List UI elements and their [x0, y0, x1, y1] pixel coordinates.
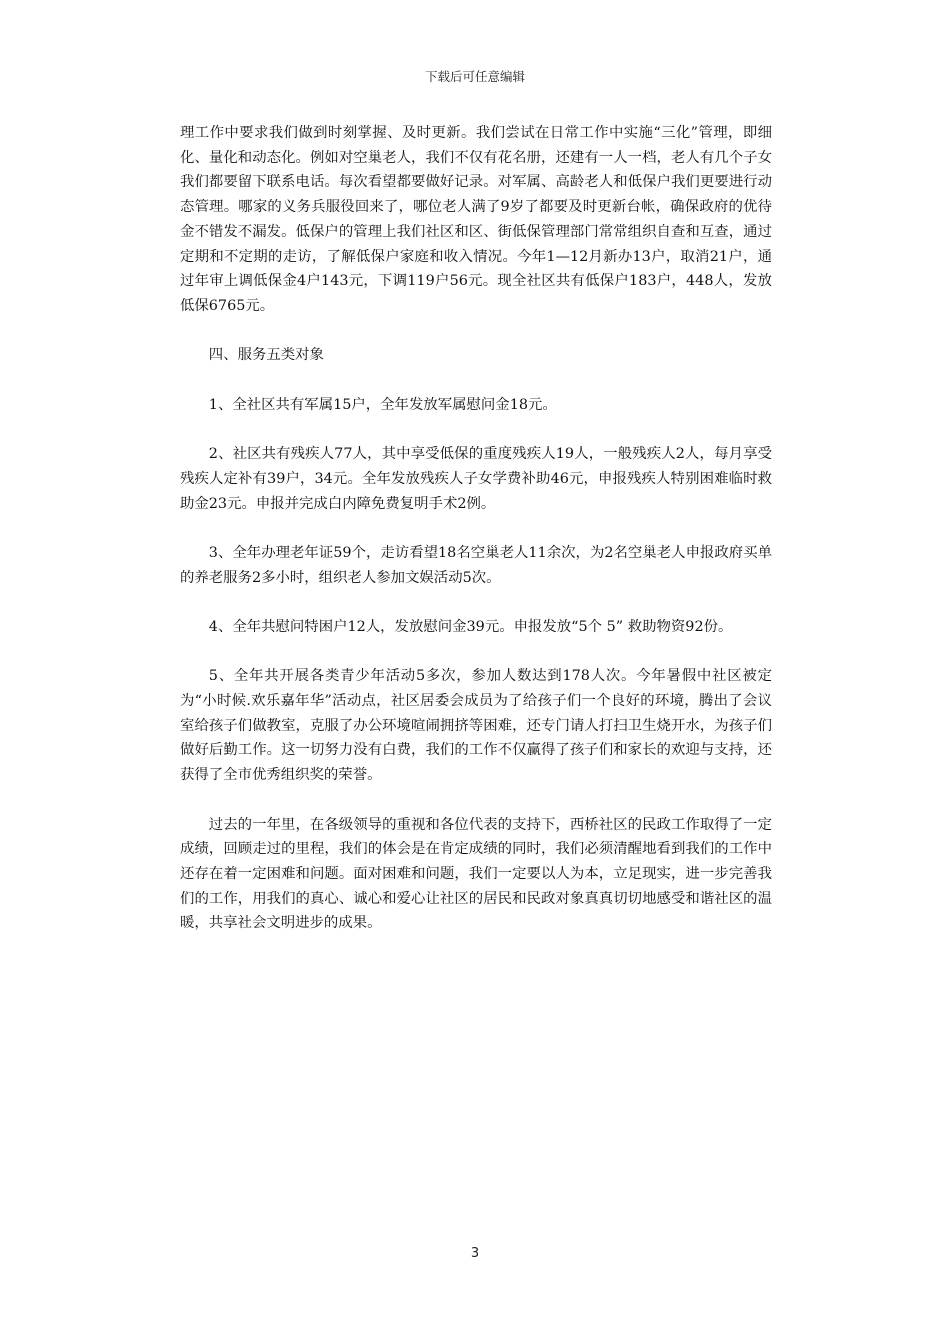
list-item-poor-households: 4、全年共慰问特困户12人，发放慰问金39元。申报发放“5个 5” 救助物资92份。: [208, 618, 733, 635]
document-body: [180, 121, 772, 936]
paragraph-continued-management: 理工作中要求我们做到时刻掌握、及时更新。我们尝试在日常工作中实施“三化”管理，即细化、量化和动态化。例如对空巢老人，我们不仅有花名册，还建有一人一档，老人有几个子女我们都要留下联系电话。每次看望都要做好记录。对军属、高龄老人和低保户我们更要进行动态管理。哪家的义务兵服役回来了，哪位老人满了9岁了都要及时更新台帐，确保政府的优待金不错发不漏发。低保户的管理上我们社区和区、街低保管理部门常常组织自查和互查，通过定期和不定期的走访，了解低保户家庭和收入情况。今年1—12月新办13户，取消21户，通过年审上调低保金4户143元，下调119户56元。现全社区共有低保户183户，448人，发放低保6765元。: [180, 125, 772, 314]
section-heading-four: 四、服务五类对象: [208, 347, 324, 364]
page-header-note: 下载后可任意编辑: [424, 69, 525, 84]
list-item-disabled-persons: 2、社区共有残疾人77人，其中享受低保的重度残疾人19人，一般残疾人2人，每月享受残疾人定补有39户，34元。全年发放残疾人子女学费补助46元，申报残疾人特别困难临时救助金23元。申报并完成白内障免费复明手术2例。: [180, 446, 772, 512]
list-item-military-families: 1、全社区共有军属15户，全年发放军属慰问金18元。: [208, 396, 557, 413]
list-item-youth-activities: 5、全年共开展各类青少年活动5多次，参加人数达到178人次。今年暑假中社区被定为“小时候.欢乐嘉年华”活动点，社区居委会成员为了给孩子们一个良好的环境，腾出了会议室给孩子们做教室，克服了办公环境喧闹拥挤等困难，还专门请人打扫卫生烧开水，为孩子们做好后勤工作。这一切努力没有白费，我们的工作不仅赢得了孩子们和家长的欢迎与支持，还获得了全市优秀组织奖的荣誉。: [180, 668, 772, 784]
paragraph-conclusion: 过去的一年里，在各级领导的重视和各位代表的支持下，西桥社区的民政工作取得了一定成绩，回顾走过的里程，我们的体会是在肯定成绩的同时，我们必须清醒地看到我们的工作中还存在着一定困难和问题。面对困难和问题，我们一定要以人为本，立足现实，进一步完善我们的工作，用我们的真心、诚心和爱心让社区的居民和民政对象真真切切地感受和谐社区的温暖，共享社会文明进步的成果。: [180, 816, 772, 932]
page-number: 3: [470, 1246, 480, 1261]
list-item-elderly: 3、全年办理老年证59个，走访看望18名空巢老人11余次，为2名空巢老人申报政府买单的养老服务2多小时，组织老人参加文娱活动5次。: [180, 544, 772, 586]
